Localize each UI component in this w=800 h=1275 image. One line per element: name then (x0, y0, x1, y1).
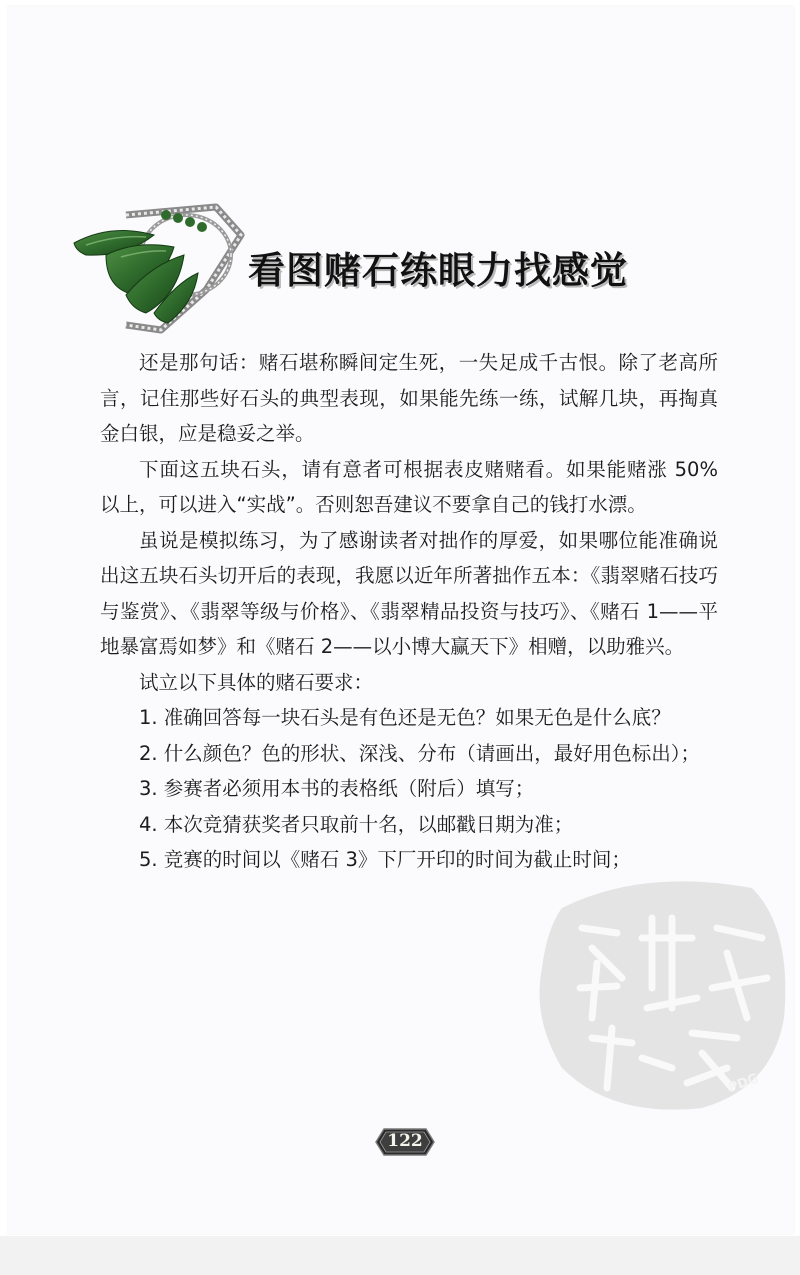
list-item: 5. 竞赛的时间以《赌石 3》下厂开印的时间为截止时间； (139, 848, 631, 871)
paragraph: 下面这五块石头，请有意者可根据表皮赌赌看。如果能赌涨 50% 以上，可以进入“实战”。否则恕吾建议不要拿自己的钱打水漂。 (100, 457, 718, 516)
list-item: 2. 什么颜色？色的形状、深浅、分布（请画出，最好用色标出）； (139, 741, 701, 765)
paragraph: 虽说是模拟练习，为了感谢读者对拙作的厚爱，如果哪位能准确说出这五块石头切开后的表现，我愿以近年所著拙作五本：《翡翠赌石技巧与鉴赏》、《翡翠等级与价格》、《翡翠精品投资与技巧》、《赌石 1——平地暴富焉如梦》和《赌石 2——以小博大赢天下》相赠，以助雅兴。 (100, 528, 718, 658)
list-item: 4. 本次竞猜获奖者只取前十名，以邮戳日期为准； (139, 812, 574, 836)
chapter-title: 看图赌石练眼力找感觉 (248, 248, 628, 292)
paragraph: 试立以下具体的赌石要求： (139, 670, 374, 694)
list-item: 3. 参赛者必须用本书的表格纸（附后）填写； (139, 777, 535, 800)
jade-brooch-icon (66, 195, 246, 350)
watermark-text: PDG (726, 1071, 761, 1096)
page-number: 122 (387, 1131, 423, 1151)
list-item: 1. 准确回答每一块石头是有色还是无色？如果无色是什么底？ (139, 706, 671, 729)
paragraph: 还是那句话：赌石堪称瞬间定生死，一失足成千古恨。除了老高所言，记住那些好石头的典型表现，如果能先练一练，试解几块，再掏真金白银，应是稳妥之举。 (100, 351, 718, 445)
scan-margin (0, 1236, 800, 1275)
body-text (100, 345, 718, 878)
